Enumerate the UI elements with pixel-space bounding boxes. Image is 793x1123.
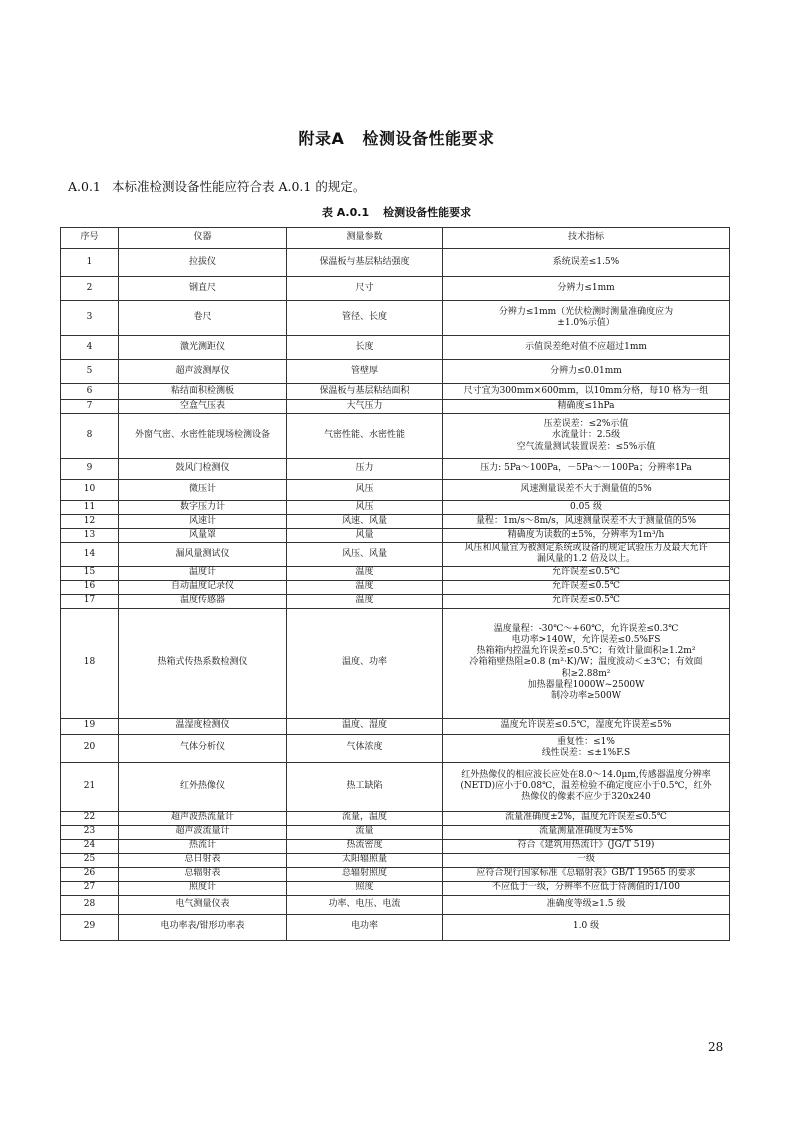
table-row: [61, 881, 730, 895]
instrument-cell: 温度计: [119, 566, 287, 580]
spec-cell: [443, 459, 730, 480]
spec-line: 压差误差：≤2%示值: [543, 419, 629, 430]
spec-line: 红外热像仪的相应波长应处在8.0～14.0μm,传感器温度分辨率: [461, 769, 711, 780]
spec-line: 重复性：≤1%: [557, 736, 615, 747]
instrument-cell: 热流计: [119, 839, 287, 853]
page-title: [0, 126, 793, 149]
row-number: 27: [61, 881, 119, 895]
row-number: 29: [61, 914, 119, 940]
instrument-cell: 空盒气压表: [119, 400, 287, 414]
table-row: [61, 543, 730, 567]
header-cell: 序号: [61, 228, 119, 249]
parameter-cell: 风压: [287, 501, 443, 515]
table-row: [61, 515, 730, 529]
spec-line: 流量准确度±2%，温度允许误差≤0.5℃: [505, 812, 667, 823]
spec-line: (NETD)应小于0.08℃，温差检验不确定度应小于0.5℃，红外: [460, 780, 712, 791]
spec-cell: [443, 400, 730, 414]
parameter-cell: 气密性能、水密性能: [287, 414, 443, 459]
spec-cell: [443, 529, 730, 543]
appendix-title: 检测设备性能要求: [362, 129, 495, 148]
spec-line: 一级: [576, 854, 595, 865]
spec-line: 漏风量的1.2 倍及以上。: [536, 554, 636, 565]
instrument-cell: 总日射表: [119, 853, 287, 867]
spec-cell: [443, 608, 730, 718]
parameter-cell: 温度: [287, 594, 443, 608]
parameter-cell: 管径、长度: [287, 301, 443, 336]
parameter-cell: 总辐射照度: [287, 867, 443, 881]
spec-cell: [443, 881, 730, 895]
table-row: [61, 839, 730, 853]
row-number: 22: [61, 811, 119, 825]
spec-line: 积≥2.88m²: [561, 668, 611, 679]
spec-cell: [443, 594, 730, 608]
table-row: [61, 414, 730, 459]
spec-cell: [443, 414, 730, 459]
instrument-cell: 鼓风门检测仪: [119, 459, 287, 480]
table-row: [61, 480, 730, 501]
spec-line: 流量测量准确度为±5%: [539, 826, 633, 837]
instrument-cell: 自动温度记录仪: [119, 580, 287, 594]
spec-cell: [443, 762, 730, 811]
parameter-cell: 电功率: [287, 914, 443, 940]
spec-line: 分辨力≤1mm（光伏检测时测量准确度应为: [498, 306, 674, 317]
parameter-cell: 压力: [287, 459, 443, 480]
instrument-cell: 漏风量测试仪: [119, 543, 287, 567]
table-row: [61, 400, 730, 414]
instrument-cell: 温湿度检测仪: [119, 718, 287, 734]
table-row: [61, 718, 730, 734]
row-number: 6: [61, 384, 119, 400]
parameter-cell: 流量，温度: [287, 811, 443, 825]
spec-cell: [443, 301, 730, 336]
spec-line: 0.05 级: [570, 501, 602, 512]
clause-text: 本标准检测设备性能应符合表 A.0.1 的规定。: [112, 179, 366, 194]
parameter-cell: 温度: [287, 566, 443, 580]
instrument-cell: 超声波流量计: [119, 825, 287, 839]
row-number: 1: [61, 249, 119, 277]
table-row: [61, 529, 730, 543]
spec-cell: [443, 734, 730, 762]
table-row: [61, 360, 730, 384]
spec-cell: [443, 501, 730, 515]
table-row: [61, 895, 730, 914]
parameter-cell: 长度: [287, 336, 443, 360]
spec-line: 风速测量误差不大于测量值的5%: [520, 484, 652, 495]
instrument-cell: 超声波热流量计: [119, 811, 287, 825]
header-cell: 仪器: [119, 228, 287, 249]
instrument-cell: 外窗气密、水密性能现场检测设备: [119, 414, 287, 459]
spec-cell: [443, 914, 730, 940]
spec-line: 允许误差≤0.5℃: [552, 567, 620, 578]
table-row: [61, 811, 730, 825]
table-row: [61, 734, 730, 762]
spec-line: 尺寸宜为300mm×600mm，以10mm分格，每10 格为一组: [463, 385, 709, 396]
spec-cell: [443, 825, 730, 839]
instrument-cell: 照度计: [119, 881, 287, 895]
spec-line: 准确度等级≥1.5 级: [546, 898, 626, 909]
parameter-cell: 大气压力: [287, 400, 443, 414]
clause-paragraph: [68, 177, 365, 195]
table-caption: [0, 204, 793, 220]
row-number: 2: [61, 277, 119, 301]
spec-line: 应符合现行国家标准《总辐射表》GB/T 19565 的要求: [476, 868, 696, 879]
row-number: 10: [61, 480, 119, 501]
row-number: 7: [61, 400, 119, 414]
spec-line: ±1.0%示值）: [557, 318, 615, 328]
spec-cell: [443, 566, 730, 580]
row-number: 21: [61, 762, 119, 811]
spec-line: 水流量计：2.5级: [551, 430, 621, 441]
row-number: 4: [61, 336, 119, 360]
spec-line: 不应低于一级，分辨率不应低于待测值的1/100: [492, 882, 680, 893]
table-row: [61, 384, 730, 400]
table-row: [61, 501, 730, 515]
spec-line: 压力: 5Pa～100Pa，－5Pa～－100Pa；分辨率1Pa: [480, 463, 692, 474]
row-number: 20: [61, 734, 119, 762]
row-number: 25: [61, 853, 119, 867]
spec-line: 热箱箱内控温允许误差≤0.5℃；有效计量面积≥1.2m²: [476, 646, 696, 657]
row-number: 9: [61, 459, 119, 480]
parameter-cell: 温度: [287, 580, 443, 594]
row-number: 5: [61, 360, 119, 384]
spec-cell: [443, 895, 730, 914]
spec-cell: [443, 580, 730, 594]
row-number: 15: [61, 566, 119, 580]
spec-cell: [443, 277, 730, 301]
table-row: [61, 301, 730, 336]
spec-line: 量程：1m/s～8m/s，风速测量误差不大于测量值的5%: [475, 515, 697, 526]
row-number: 23: [61, 825, 119, 839]
spec-line: 1.0 级: [572, 921, 600, 932]
table-row: [61, 914, 730, 940]
instrument-cell: 卷尺: [119, 301, 287, 336]
spec-cell: [443, 543, 730, 567]
row-number: 18: [61, 608, 119, 718]
table-caption-label: 表 A.0.1: [321, 206, 370, 219]
instrument-cell: 钢直尺: [119, 277, 287, 301]
spec-cell: [443, 515, 730, 529]
table-row: [61, 580, 730, 594]
spec-cell: [443, 853, 730, 867]
parameter-cell: 保温板与基层粘结强度: [287, 249, 443, 277]
spec-cell: [443, 249, 730, 277]
table-row: [61, 867, 730, 881]
spec-cell: [443, 336, 730, 360]
parameter-cell: 风速、风量: [287, 515, 443, 529]
spec-line: 风压和风量宜为被测定系统或设备的规定试验压力及最大允许: [464, 543, 708, 553]
spec-line: 加热器量程1000W~2500W: [527, 679, 645, 690]
table-row: [61, 762, 730, 811]
instrument-cell: 激光测距仪: [119, 336, 287, 360]
row-number: 3: [61, 301, 119, 336]
table-caption-text: 检测设备性能要求: [383, 206, 472, 219]
table-row: [61, 853, 730, 867]
row-number: 11: [61, 501, 119, 515]
instrument-cell: 超声波测厚仪: [119, 360, 287, 384]
instrument-cell: 拉拔仪: [119, 249, 287, 277]
parameter-cell: 管壁厚: [287, 360, 443, 384]
spec-line: 温度量程：-30℃～+60℃，允许误差≤0.3℃: [493, 623, 679, 634]
row-number: 19: [61, 718, 119, 734]
parameter-cell: 气体浓度: [287, 734, 443, 762]
spec-line: 空气流量测试装置误差：≤5%示值: [516, 441, 656, 452]
row-number: 24: [61, 839, 119, 853]
table-row: [61, 566, 730, 580]
table-row: [61, 594, 730, 608]
parameter-cell: 太阳辐照量: [287, 853, 443, 867]
spec-line: 系统误差≤1.5%: [552, 256, 620, 267]
table-row: [61, 825, 730, 839]
spec-line: 精确度为读数的±5%，分辨率为1m³/h: [507, 529, 665, 540]
spec-line: 精确度≤1hPa: [557, 400, 615, 411]
spec-line: 符合《建筑用热流计》(JG/T 519): [517, 840, 655, 851]
spec-line: 分辨力≤1mm: [557, 282, 615, 293]
parameter-cell: 功率、电压、电流: [287, 895, 443, 914]
table-row: [61, 608, 730, 718]
spec-line: 分辨力≤0.01mm: [550, 365, 622, 376]
row-number: 13: [61, 529, 119, 543]
clause-number: A.0.1: [68, 179, 101, 194]
spec-line: 冷箱箱壁热阻≥0.8 (m²·K)/W；温度波动＜±3℃；有效面: [469, 657, 703, 668]
row-number: 14: [61, 543, 119, 567]
parameter-cell: 热工缺陷: [287, 762, 443, 811]
row-number: 17: [61, 594, 119, 608]
instrument-cell: 热箱式传热系数检测仪: [119, 608, 287, 718]
header-cell: 技术指标: [443, 228, 730, 249]
instrument-cell: 电气测量仪表: [119, 895, 287, 914]
spec-cell: [443, 480, 730, 501]
parameter-cell: 尺寸: [287, 277, 443, 301]
parameter-cell: 热流密度: [287, 839, 443, 853]
row-number: 16: [61, 580, 119, 594]
parameter-cell: 照度: [287, 881, 443, 895]
row-number: 28: [61, 895, 119, 914]
instrument-cell: 总辐射表: [119, 867, 287, 881]
row-number: 8: [61, 414, 119, 459]
instrument-cell: 粘结面积检测板: [119, 384, 287, 400]
instrument-cell: 微压计: [119, 480, 287, 501]
spec-line: 温度允许误差≤0.5℃，湿度允许误差≤5%: [500, 720, 672, 731]
spec-line: 示值误差绝对值不应超过1mm: [525, 341, 647, 352]
parameter-cell: 温度、湿度: [287, 718, 443, 734]
spec-line: 热像仪的像素不应少于320x240: [521, 792, 651, 803]
spec-cell: [443, 867, 730, 881]
spec-line: 线性误差：≤±1%F.S: [541, 748, 631, 758]
table-row: [61, 249, 730, 277]
instrument-cell: 风速计: [119, 515, 287, 529]
parameter-cell: 风量: [287, 529, 443, 543]
parameter-cell: 温度、功率: [287, 608, 443, 718]
equipment-spec-table: [60, 227, 730, 941]
spec-line: 电功率>140W，允许误差≤0.5%FS: [511, 634, 661, 645]
spec-cell: [443, 839, 730, 853]
header-cell: 测量参数: [287, 228, 443, 249]
spec-cell: [443, 384, 730, 400]
parameter-cell: 风压、风量: [287, 543, 443, 567]
instrument-cell: 红外热像仪: [119, 762, 287, 811]
spec-cell: [443, 811, 730, 825]
page-number: 28: [708, 1040, 724, 1054]
instrument-cell: 电功率表/钳形功率表: [119, 914, 287, 940]
table-row: [61, 459, 730, 480]
spec-line: 允许误差≤0.5℃: [552, 581, 620, 592]
table-row: [61, 277, 730, 301]
spec-line: 允许误差≤0.5℃: [552, 595, 620, 606]
parameter-cell: 流量: [287, 825, 443, 839]
instrument-cell: 数字压力计: [119, 501, 287, 515]
spec-line: 制冷功率≥500W: [551, 691, 621, 702]
row-number: 26: [61, 867, 119, 881]
instrument-cell: 风量罩: [119, 529, 287, 543]
spec-cell: [443, 360, 730, 384]
parameter-cell: 保温板与基层粘结面积: [287, 384, 443, 400]
row-number: 12: [61, 515, 119, 529]
spec-cell: [443, 718, 730, 734]
appendix-label: 附录A: [298, 129, 345, 148]
instrument-cell: 温度传感器: [119, 594, 287, 608]
instrument-cell: 气体分析仪: [119, 734, 287, 762]
table-header-row: [61, 228, 730, 249]
parameter-cell: 风压: [287, 480, 443, 501]
table-row: [61, 336, 730, 360]
